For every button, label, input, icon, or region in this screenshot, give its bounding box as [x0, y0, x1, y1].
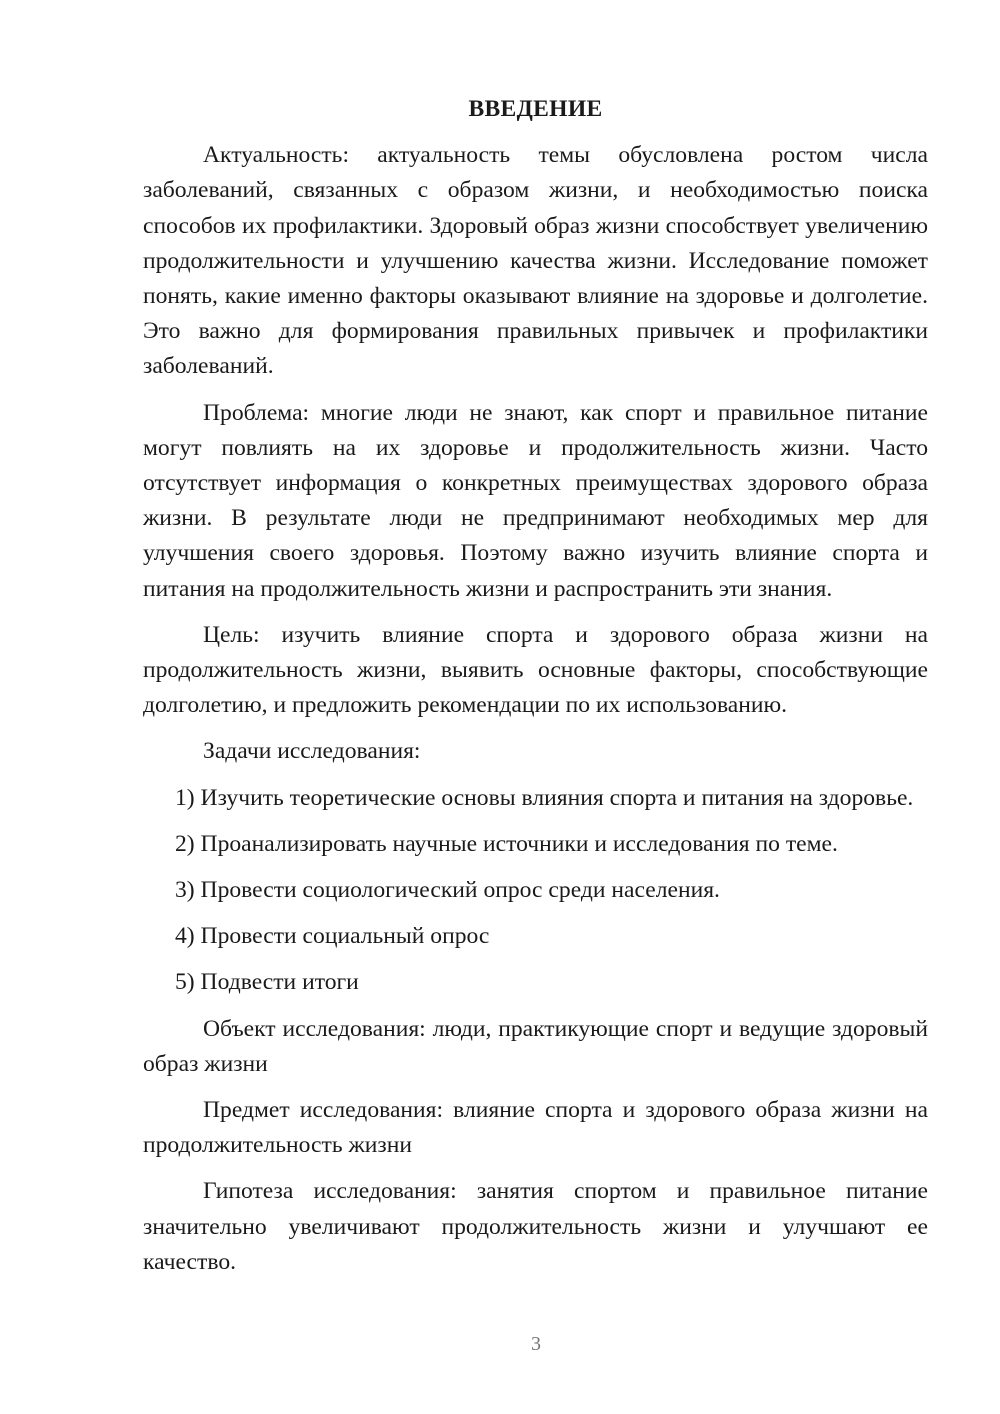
paragraph-relevance: Актуальность: актуальность темы обусловлена ростом числа заболеваний, связанных с образом жизни, и необходимостью поиска способов их профилактики. Здоровый образ жизни способствует увеличению продолжительности и улучшению качества жизни. Исследование поможет понять, какие именно факторы оказывают влияние на здоровье и долголетие. Это важно для формирования правильных привычек и профилактики заболеваний. [143, 142, 928, 380]
task-item-5: 5) Подвести итоги [175, 969, 359, 996]
paragraph-hypothesis: Гипотеза исследования: занятия спортом и правильное питание значительно увеличивают продолжительность жизни и улучшают ее качество. [143, 1178, 928, 1275]
tasks-heading: Задачи исследования: [203, 738, 421, 765]
paragraph-subject: Предмет исследования: влияние спорта и здорового образа жизни на продолжительность жизни [143, 1097, 928, 1159]
paragraph-goal: Цель: изучить влияние спорта и здорового образа жизни на продолжительность жизни, выявить основные факторы, способствующие долголетию, и предложить рекомендации по их использованию. [143, 621, 928, 719]
task-item-1: 1) Изучить теоретические основы влияния спорта и питания на здоровье. [175, 784, 914, 811]
task-item-3: 3) Провести социологический опрос среди населения. [175, 877, 720, 904]
task-item-4: 4) Провести социальный опрос [175, 923, 490, 950]
page-title: ВВЕДЕНИЕ [468, 96, 603, 122]
page-content [143, 92, 928, 1291]
paragraph-object: Объект исследования: люди, практикующие спорт и ведущие здоровый образ жизни [143, 1015, 928, 1077]
task-item-2: 2) Проанализировать научные источники и исследования по теме. [175, 830, 838, 857]
page-number: 3 [531, 1333, 541, 1355]
paragraph-problem: Проблема: многие люди не знают, как спорт и правильное питание могут повлиять на их здоровье и продолжительность жизни. Часто отсутствует информация о конкретных преимуществах здорового образа жизни. В результате люди не предпринимают необходимых мер для улучшения своего здоровья. Поэтому важно изучить влияние спорта и питания на продолжительность жизни и распространить эти знания. [143, 399, 928, 602]
